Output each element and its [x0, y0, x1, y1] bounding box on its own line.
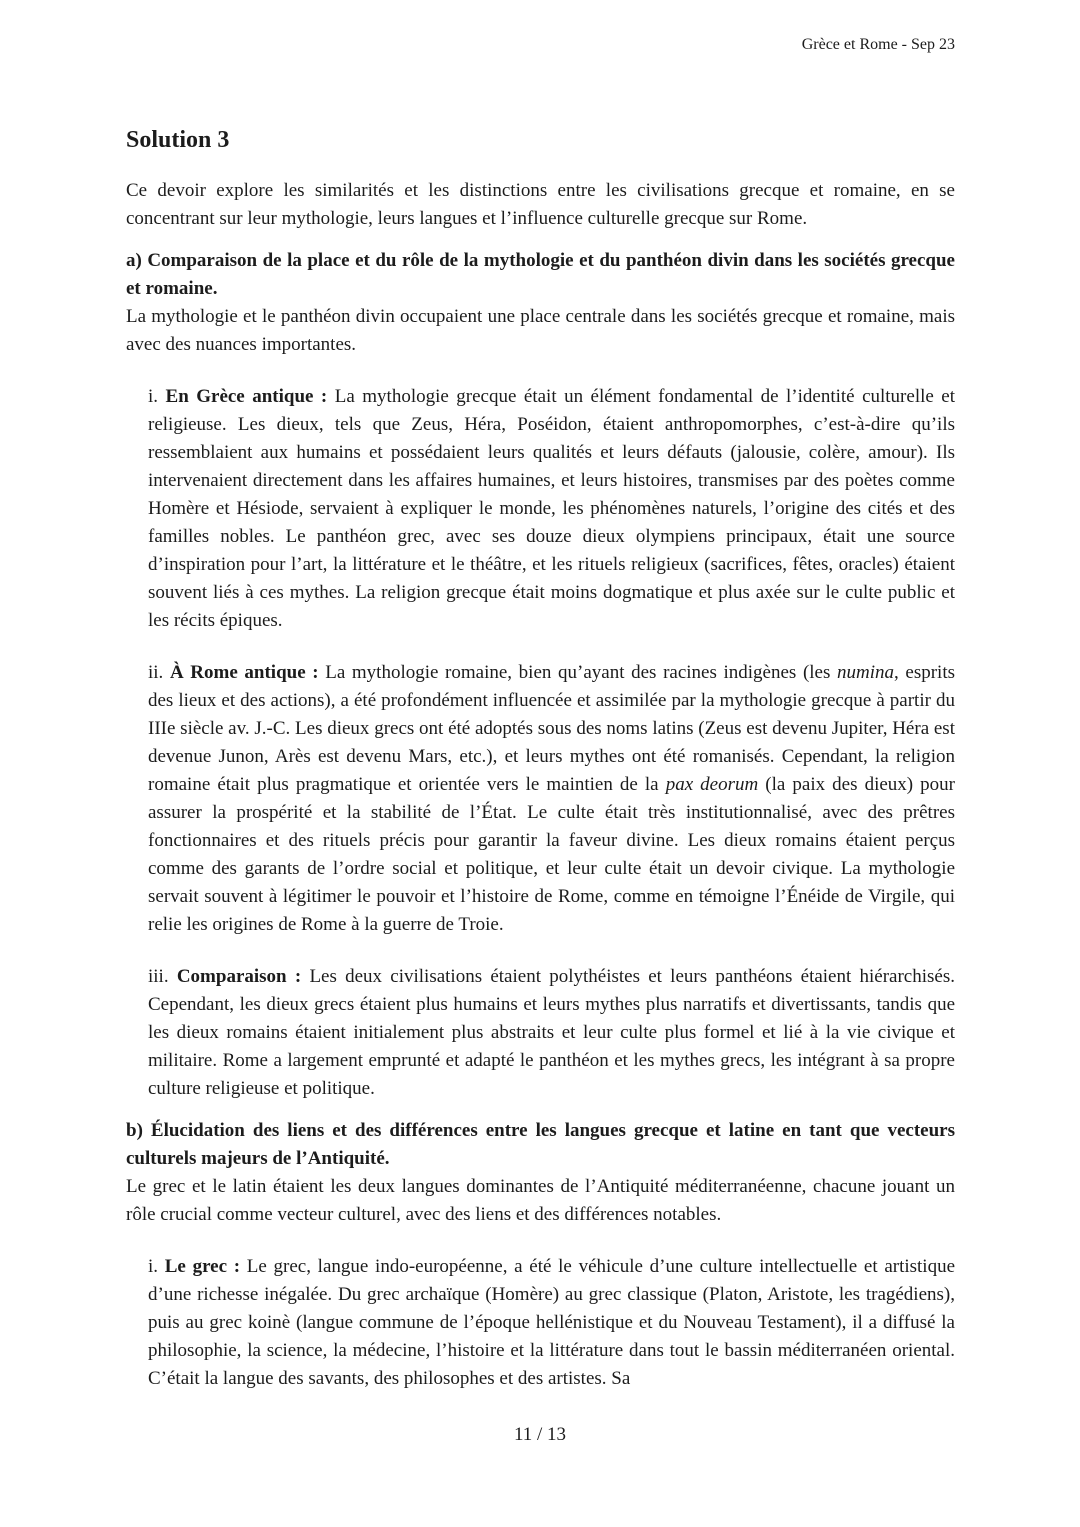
text-run: Le grec, langue indo-européenne, a été le véhicule d’une culture intellectuelle et artistique d’une richesse inégalée. Du grec archaïque (Homère) au grec classique (Platon, Aristote, les tragédiens), puis au grec koinè (langue commune de l’époque hellénistique et du Nouveau Testament), il a diffusé la philosophie, la science, la médecine, l’histoire et la littérature dans tout le bassin méditerranéen oriental. C’était la langue des savants, des philosophes et des artistes. Sa	[148, 1256, 956, 1389]
section-b-heading: b) Élucidation des liens et des différences entre les langues grecque et latine en tant que vecteurs culturels majeurs de l’Antiquité.	[126, 1120, 955, 1169]
section-b-lead: Le grec et le latin étaient les deux langues dominantes de l’Antiquité méditerranéenne, chacune jouant un rôle crucial comme vecteur culturel, avec des liens et des différences notables.	[126, 1176, 955, 1225]
section-b	[126, 1117, 955, 1393]
page-footer	[0, 1424, 1080, 1446]
page-number: 11 / 13	[513, 1424, 567, 1445]
list-item-greek-language	[148, 1253, 955, 1393]
text-run: i.	[148, 386, 166, 407]
text-run: numina	[837, 662, 895, 683]
page-header	[126, 35, 955, 55]
text-run: Le grec :	[164, 1256, 247, 1277]
list-item-comparison	[148, 963, 955, 1103]
text-run: Comparaison :	[176, 966, 310, 987]
text-run: i.	[148, 1256, 165, 1277]
list-item-rome	[148, 659, 955, 939]
section-a	[126, 247, 955, 1103]
text-run: ii.	[148, 662, 170, 683]
solution-title: Solution 3	[126, 127, 230, 153]
text-run: (la paix des dieux) pour assurer la prospérité et la stabilité de l’État. Le culte était très institutionnalisé, avec des prêtres fonctionnaires et des rituels précis pour garantir la faveur divine. Les dieux romains étaient perçus comme des garants de l’ordre social et politique, et leur culte était un devoir civique. La mythologie servait souvent à légitimer le pouvoir et l’histoire de Rome, comme en témoigne l’Énéide de Virgile, qui relie les origines de Rome à la guerre de Troie.	[148, 774, 955, 935]
text-run: À Rome antique :	[169, 662, 326, 683]
text-run: En Grèce antique :	[165, 386, 335, 407]
list-item-greece	[148, 383, 955, 635]
text-run: iii.	[148, 966, 177, 987]
text-run: , esprits des lieux et des actions), a été profondément influencée et assimilée par la mythologie grecque à partir du IIIe siècle av. J.-C. Les dieux grecs ont été adoptés sous des noms latins (Zeus est devenu Jupiter, Héra est devenue Junon, Arès est devenu Mars, etc.), et leurs mythes ont été romanisés. Cependant, la religion romaine était plus pragmatique et orientée vers le maintien de la	[148, 662, 955, 795]
header-title: Grèce et Rome - Sep 23	[801, 36, 955, 53]
intro-paragraph: Ce devoir explore les similarités et les distinctions entre les civilisations grecque et romaine, en se concentrant sur leur mythologie, leurs langues et l’influence culturelle grecque sur Rome.	[126, 180, 955, 229]
section-a-lead: La mythologie et le panthéon divin occupaient une place centrale dans les sociétés grecque et romaine, mais avec des nuances importantes.	[126, 306, 955, 355]
text-run: La mythologie romaine, bien qu’ayant des racines indigènes (les	[325, 662, 838, 683]
text-run: La mythologie grecque était un élément fondamental de l’identité culturelle et religieuse. Les dieux, tels que Zeus, Héra, Poséidon, étaient anthropomorphes, c’est-à-dire qu’ils ressemblaient aux humains et possédaient leurs qualités et leurs défauts (jalousie, colère, amour). Ils intervenaient directement dans les affaires humaines, et leurs histoires, transmises par des poètes comme Homère et Hésiode, servaient à expliquer le monde, les phénomènes naturels, l’origine des cités et des familles nobles. Le panthéon grec, avec ses douze dieux olympiens principaux, était une source d’inspiration pour l’art, la littérature et le théâtre, et les rituels religieux (sacrifices, fêtes, oracles) étaient souvent liés à ces mythes. La religion grecque était moins dogmatique et plus axée sur le culte public et les récits épiques.	[148, 386, 955, 631]
section-a-heading: a) Comparaison de la place et du rôle de la mythologie et du panthéon divin dans les sociétés grecque et romaine.	[126, 250, 955, 299]
text-run: pax deorum	[665, 774, 759, 795]
text-run: Les deux civilisations étaient polythéistes et leurs panthéons étaient hiérarchisés. Cependant, les dieux grecs étaient plus humains et leurs mythes plus narratifs et divertissants, tandis que les dieux romains étaient initialement plus abstraits et leur culte plus formel et lié à la vie civique et militaire. Rome a largement emprunté et adapté le panthéon et les mythes grecs, les intégrant à sa propre culture religieuse et politique.	[148, 966, 955, 1099]
